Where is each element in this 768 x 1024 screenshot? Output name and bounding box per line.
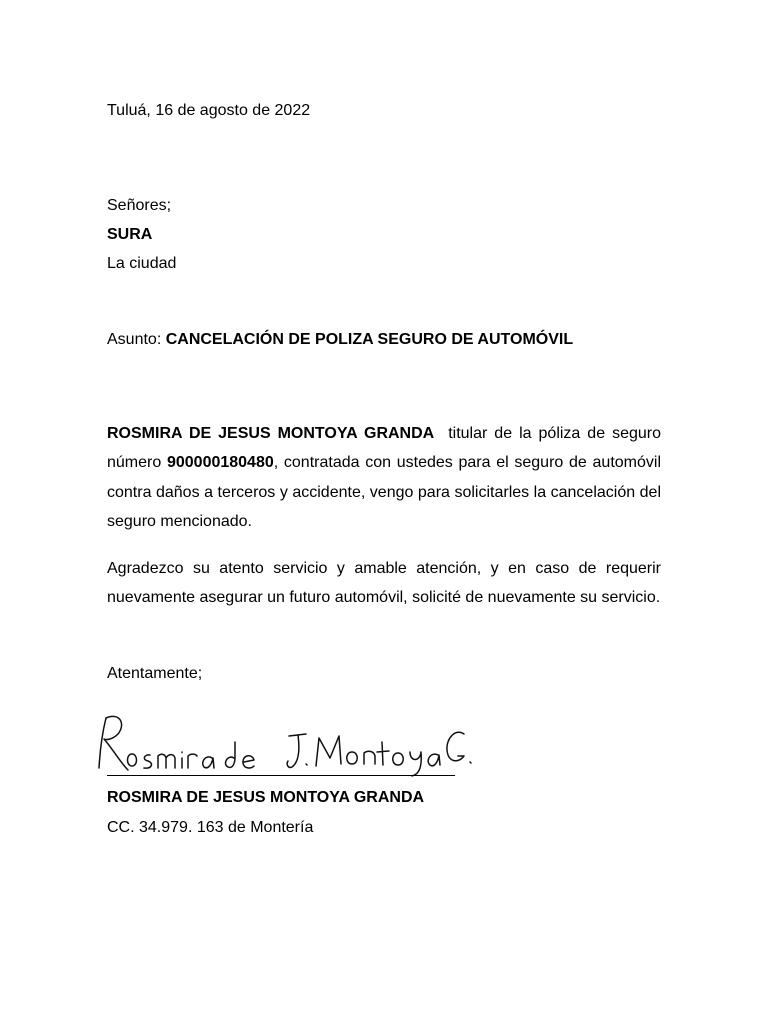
date-line: Tuluá, 16 de agosto de 2022: [107, 102, 311, 119]
recipient-company: SURA: [107, 226, 153, 243]
signer-id: CC. 34.979. 163 de Montería: [107, 819, 314, 836]
body-paragraph-2: Agradezco su atento servicio y amable atención, y en caso de requerir nuevamente asegurar un futuro automóvil, solicité de nuevamente su servicio.: [107, 560, 661, 607]
subject-text: CANCELACIÓN DE POLIZA SEGURO DE AUTOMÓVIL: [165, 331, 574, 348]
body-text-b: , contratada con ustedes para el seguro de automóvil contra daños a terceros y accidente, vengo para solicitarles la cancelación del seguro mencionado.: [107, 454, 661, 530]
policy-number: 900000180480: [166, 454, 274, 472]
salutation: Señores;: [107, 197, 172, 214]
signature-line: [107, 775, 455, 776]
closing: Atentamente;: [107, 665, 203, 682]
holder-name: ROSMIRA DE JESUS MONTOYA GRANDA: [107, 425, 435, 442]
body-paragraph-1: [107, 419, 666, 536]
handwritten-signature: [92, 706, 477, 778]
subject-label: Asunto:: [107, 331, 166, 348]
body-text-a: titular de la póliza de seguro número: [107, 425, 666, 472]
recipient-city: La ciudad: [107, 255, 177, 272]
subject-line: [107, 330, 573, 350]
signer-name: ROSMIRA DE JESUS MONTOYA GRANDA: [107, 789, 425, 806]
